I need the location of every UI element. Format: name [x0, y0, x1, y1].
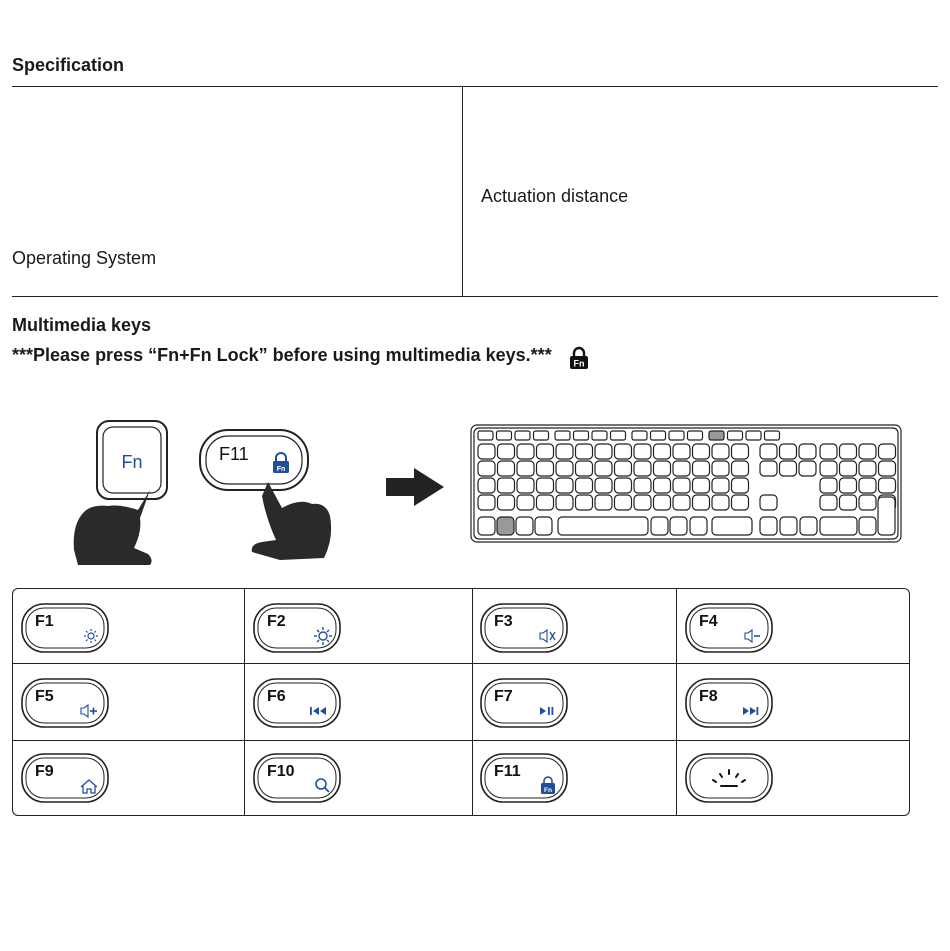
function-key-label: F2: [267, 613, 286, 630]
function-key-label: F4: [699, 613, 718, 630]
function-key-label: F5: [35, 688, 54, 705]
f11-key-label: F11: [219, 444, 249, 464]
function-key-f2: [253, 603, 341, 653]
function-key-label: F11: [494, 763, 521, 780]
hand-icon: [252, 482, 331, 560]
fn-lock-illustration: [0, 400, 950, 580]
actuation-distance-label: Actuation distance: [481, 186, 629, 206]
function-key-f3: [480, 603, 568, 653]
arrow-icon: [386, 468, 444, 506]
function-key-label: F8: [699, 688, 718, 705]
function-key-f7: [480, 678, 568, 728]
divider: [12, 86, 938, 87]
function-key-label: F10: [267, 763, 295, 780]
function-key-f1: [21, 603, 109, 653]
f11-key: [200, 430, 308, 490]
function-key-f5: [21, 678, 109, 728]
function-key-label: F9: [35, 763, 54, 780]
lock-label: Fn: [276, 466, 286, 473]
function-key-f6: [253, 678, 341, 728]
function-key-f8: [685, 678, 773, 728]
function-key-f4: [685, 603, 773, 653]
function-key-label: F6: [267, 688, 286, 705]
fn-key-label: Fn: [121, 452, 143, 472]
function-key-label: F3: [494, 613, 513, 630]
fn-lock-icon: [567, 346, 591, 370]
function-key-f11: [480, 753, 568, 803]
specification-heading: Specification: [12, 55, 125, 75]
function-key-label: F1: [35, 613, 54, 630]
function-key-table: [12, 588, 910, 816]
svg-text:Fn: Fn: [573, 358, 585, 369]
function-key-f10: [253, 753, 341, 803]
fn-key: [97, 421, 167, 499]
function-key-f9: [21, 753, 109, 803]
function-key-backlight: [685, 753, 773, 803]
keyboard-illustration: [471, 425, 901, 542]
multimedia-note: ***Please press “Fn+Fn Lock” before using multimedia keys.***: [12, 345, 552, 365]
hand-icon: [74, 490, 152, 565]
divider: [12, 296, 938, 297]
function-key-label: F7: [494, 688, 513, 705]
divider: [462, 86, 463, 296]
multimedia-heading: Multimedia keys: [12, 315, 152, 335]
svg-text:Fn: Fn: [544, 787, 552, 794]
operating-system-label: Operating System: [12, 248, 157, 268]
